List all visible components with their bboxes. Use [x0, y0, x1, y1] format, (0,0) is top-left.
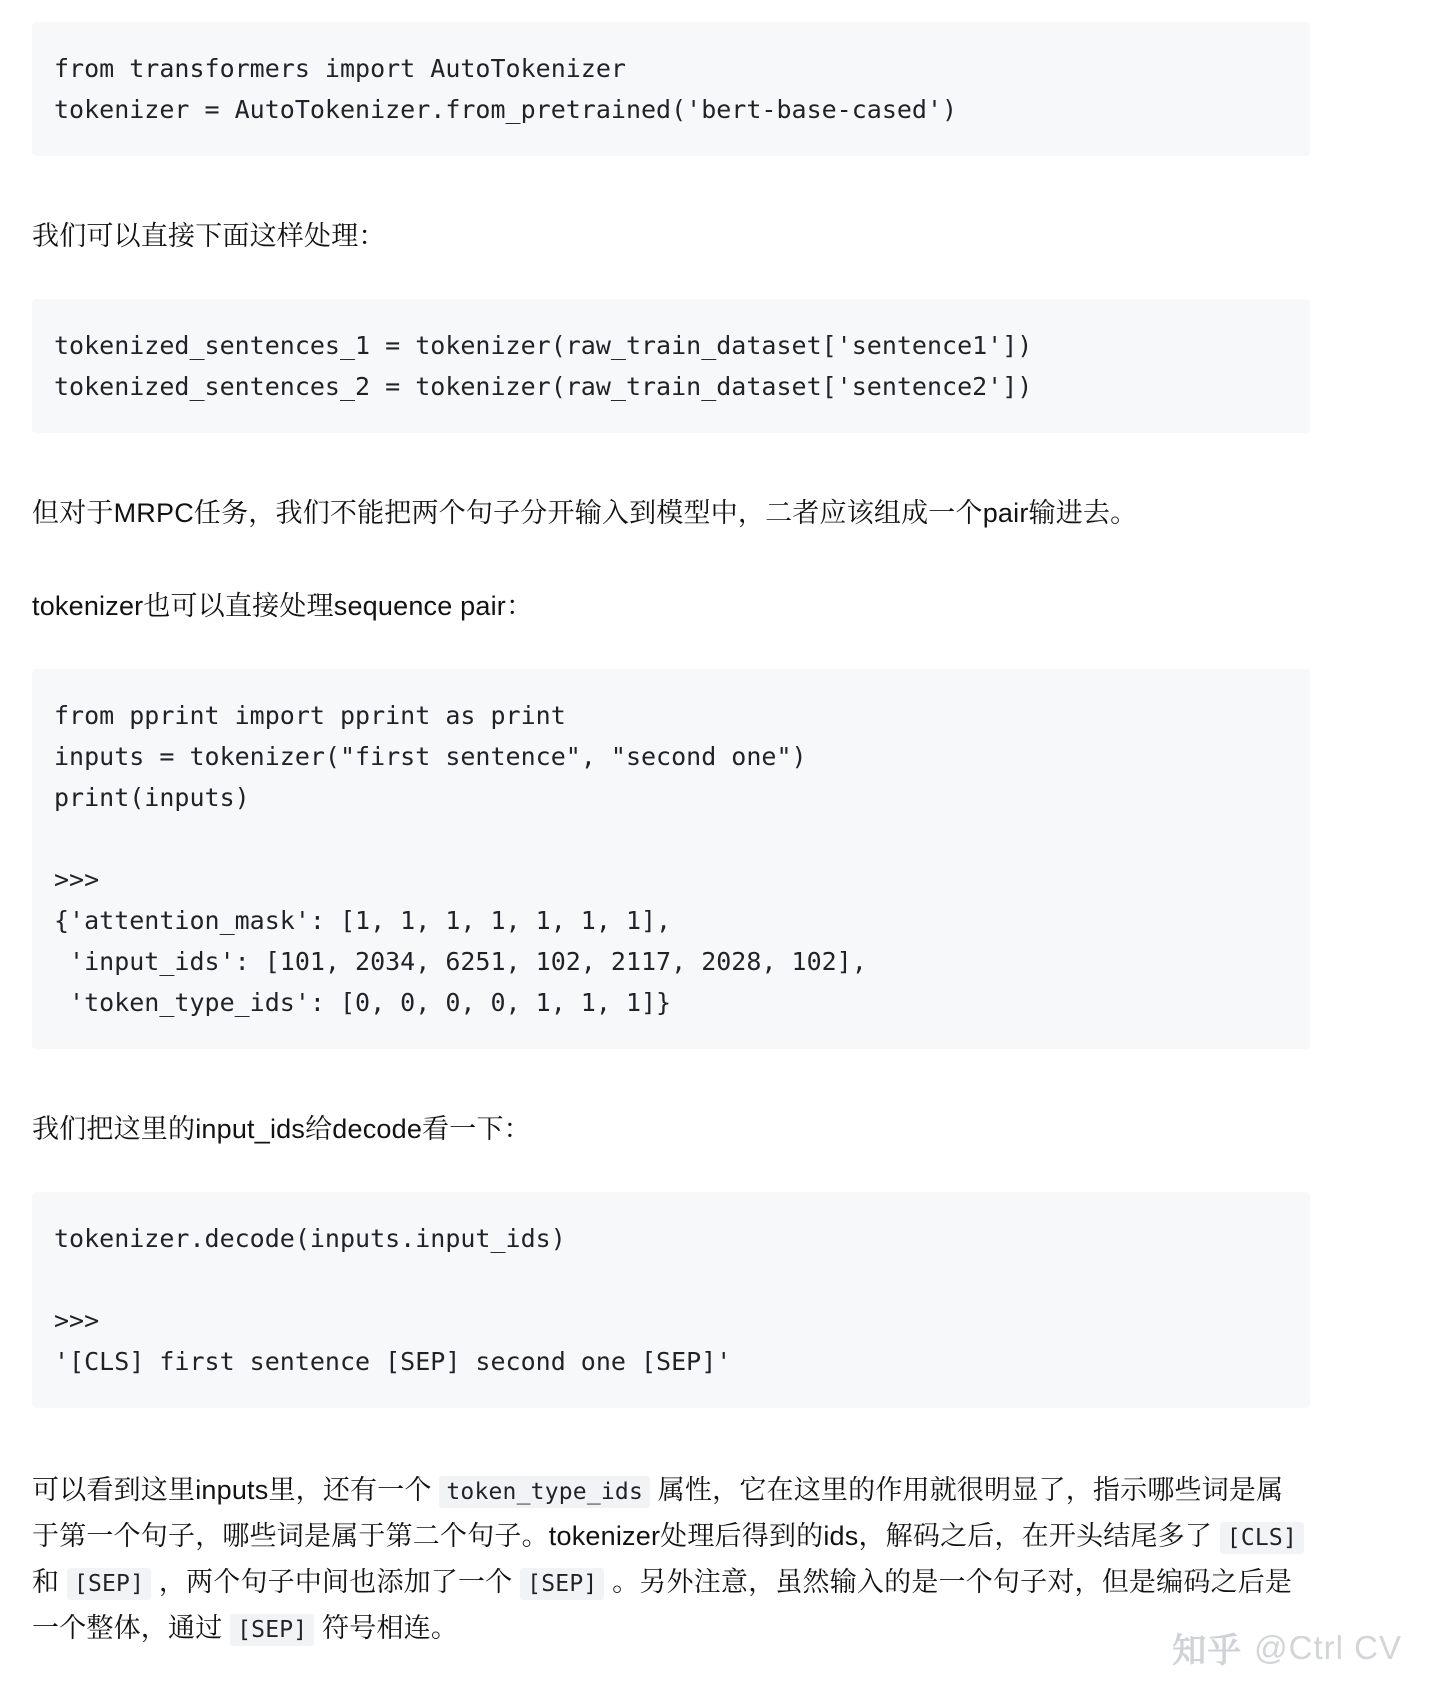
inline-code-chip: [SEP]: [230, 1614, 314, 1646]
inline-code-chip: token_type_ids: [439, 1476, 650, 1508]
code-line: from transformers import AutoTokenizer: [54, 54, 626, 83]
code-line-blank: [54, 818, 1288, 859]
paragraph-text-run: 符号相连。: [314, 1613, 459, 1643]
code-line: tokenizer.decode(inputs.input_ids): [54, 1224, 566, 1253]
code-line: inputs = tokenizer("first sentence", "second one"): [54, 742, 807, 771]
code-line-blank: [54, 1259, 1288, 1300]
inline-code-chip: [SEP]: [67, 1568, 151, 1600]
code-block-pprint-inputs: [32, 669, 1310, 1049]
spacer: [32, 261, 1372, 299]
watermark-handle: @Ctrl CV: [1254, 1628, 1402, 1666]
code-line: print(inputs): [54, 783, 250, 812]
paragraph-mrpc-note: 但对于MRPC任务，我们不能把两个句子分开输入到模型中，二者应该组成一个pair输进去。: [32, 498, 1138, 528]
code-line: tokenized_sentences_2 = tokenizer(raw_train_dataset['sentence2']): [54, 372, 1033, 401]
code-line-output: 'input_ids': [101, 2034, 6251, 102, 2117, 2028, 102],: [54, 947, 867, 976]
watermark: [1172, 1623, 1402, 1672]
code-line: tokenizer = AutoTokenizer.from_pretrained('bert-base-cased'): [54, 95, 958, 124]
code-line: from pprint import pprint as print: [54, 701, 566, 730]
zhihu-logo-text: 知乎: [1172, 1631, 1243, 1671]
paragraph-decode-intro: 我们把这里的input_ids给decode看一下：: [32, 1114, 531, 1144]
code-line-output: 'token_type_ids': [0, 0, 0, 0, 1, 1, 1]}: [54, 988, 672, 1017]
spacer: [32, 156, 1372, 212]
paragraph-text-run: 可以看到这里inputs里，还有一个: [32, 1475, 440, 1505]
inline-code-chip: [CLS]: [1220, 1522, 1304, 1554]
code-line-prompt: >>>: [54, 1306, 100, 1335]
spacer: [32, 631, 1372, 669]
paragraph-direct-process: 我们可以直接下面这样处理：: [32, 221, 386, 251]
code-block-decode: [32, 1192, 1310, 1408]
code-block-autotokenizer: [32, 22, 1310, 156]
inline-code-chip: [SEP]: [520, 1568, 604, 1600]
paragraph-text-run: 和: [32, 1567, 67, 1597]
spacer: [32, 1408, 1372, 1468]
paragraph-sequence-pair: tokenizer也可以直接处理sequence pair：: [32, 591, 534, 621]
paragraph-text-run: ，两个句子中间也添加了一个: [151, 1567, 521, 1597]
code-block-tokenized-sentences: [32, 299, 1310, 433]
spacer: [32, 1049, 1372, 1105]
spacer: [32, 1154, 1372, 1192]
spacer: [32, 538, 1372, 582]
paragraph-text-run: 属性，它在这里的作用就很明显了，指示哪些词是属于第一个句子，哪些词是属于第二个句子。tokenizer处理后得到的ids，解码之后，在开头结尾多了: [32, 1475, 1284, 1551]
paragraph-text-run: 。另外注意，虽然输入的是一个句子对，但是编码之后是一个整体，通过: [32, 1567, 1293, 1643]
code-line: tokenized_sentences_1 = tokenizer(raw_train_dataset['sentence1']): [54, 331, 1033, 360]
code-line-output: '[CLS] first sentence [SEP] second one [SEP]': [54, 1347, 732, 1376]
code-line-prompt: >>>: [54, 865, 100, 894]
paragraph-token-type-ids-explain: [32, 1468, 1310, 1652]
spacer: [32, 433, 1372, 489]
code-line-output: {'attention_mask': [1, 1, 1, 1, 1, 1, 1],: [54, 906, 672, 935]
